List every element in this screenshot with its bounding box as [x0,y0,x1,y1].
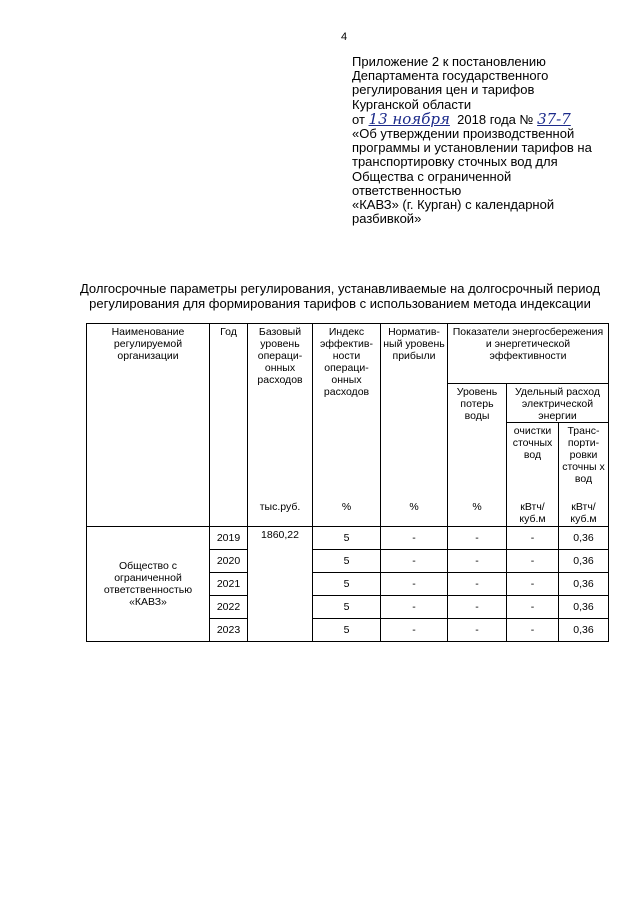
subject-line: Общества с ограниченной [352,168,512,184]
unit-water-loss: % [448,499,507,527]
year-cell: 2023 [210,619,248,642]
subject-line: «Об утверждении производственной [352,126,575,142]
title-line-2: регулирования для формирования тарифов с использованием метода индексации [89,296,591,311]
loss-cell: - [448,596,507,619]
header-profit: Норматив-ный уровень прибыли [381,324,448,499]
document-title [60,281,620,311]
transport-cell: 0,36 [559,527,609,550]
header-treatment: очистки сточных вод [507,423,559,499]
unit-profit: % [381,499,448,527]
subject-line: ответственностью [352,182,462,198]
unit-treatment: кВтч/ куб.м [507,499,559,527]
header-specific-consumption: Удельный расход электрической энергии [507,384,609,423]
treatment-cell: - [507,573,559,596]
parameters-table [86,323,609,642]
subject-line: транспортировку сточных вод для [352,154,558,170]
transport-cell: 0,36 [559,619,609,642]
unit-base-level: тыс.руб. [248,499,313,527]
unit-cell-empty [210,499,248,527]
header-base-level: Базовый уровень операци-онных расходов [248,324,313,499]
header-water-loss: Уровень потерь воды [448,384,507,499]
header-org-name: Наименование регулируемой организации [87,324,210,499]
loss-cell: - [448,550,507,573]
title-line-1: Долгосрочные параметры регулирования, устанавливаемые на долгосрочный период [79,281,601,296]
handwritten-number: 37-7 [537,109,571,128]
transport-cell: 0,36 [559,573,609,596]
treatment-cell: - [507,527,559,550]
appendix-line: Департамента государственного [352,68,549,84]
index-cell: 5 [313,550,381,573]
header-efficiency-index: Индекс эффектив-ности операци-онных расходов [313,324,381,499]
header-transport: Транс-порти-ровки сточны х вод [559,423,609,499]
year-number-label: 2018 года № [457,111,534,127]
subject-line: программы и установлении тарифов на [352,140,592,156]
treatment-cell: - [507,550,559,573]
year-cell: 2019 [210,527,248,550]
profit-cell: - [381,527,448,550]
index-cell: 5 [313,527,381,550]
profit-cell: - [381,573,448,596]
handwritten-date: 13 ноября [368,109,450,128]
profit-cell: - [381,619,448,642]
page-number: 4 [341,31,348,43]
table-row [87,527,609,550]
unit-efficiency-index: % [313,499,381,527]
loss-cell: - [448,527,507,550]
transport-cell: 0,36 [559,550,609,573]
header-energy-indicators: Показатели энергосбережения и энергетической эффективности [448,324,609,384]
subject-line: «КАВЗ» (г. Курган) с календарной [352,197,555,213]
base-level-value: 1860,22 [248,527,313,642]
appendix-line: регулирования цен и тарифов [352,82,535,98]
profit-cell: - [381,596,448,619]
appendix-date-line [352,109,622,128]
date-prefix: от [352,111,365,127]
year-cell: 2022 [210,596,248,619]
organization-name: Общество с ограниченной ответственностью «КАВЗ» [87,527,210,642]
appendix-block [352,55,622,226]
index-cell: 5 [313,573,381,596]
transport-cell: 0,36 [559,596,609,619]
unit-transport: кВтч/ куб.м [559,499,609,527]
treatment-cell: - [507,619,559,642]
year-cell: 2021 [210,573,248,596]
profit-cell: - [381,550,448,573]
treatment-cell: - [507,596,559,619]
year-cell: 2020 [210,550,248,573]
index-cell: 5 [313,619,381,642]
loss-cell: - [448,619,507,642]
unit-cell-empty [87,499,210,527]
loss-cell: - [448,573,507,596]
header-year: Год [210,324,248,499]
appendix-line: Курганской области [352,96,472,112]
appendix-line: Приложение 2 к постановлению [352,54,546,69]
subject-line: разбивкой» [352,211,422,227]
index-cell: 5 [313,596,381,619]
